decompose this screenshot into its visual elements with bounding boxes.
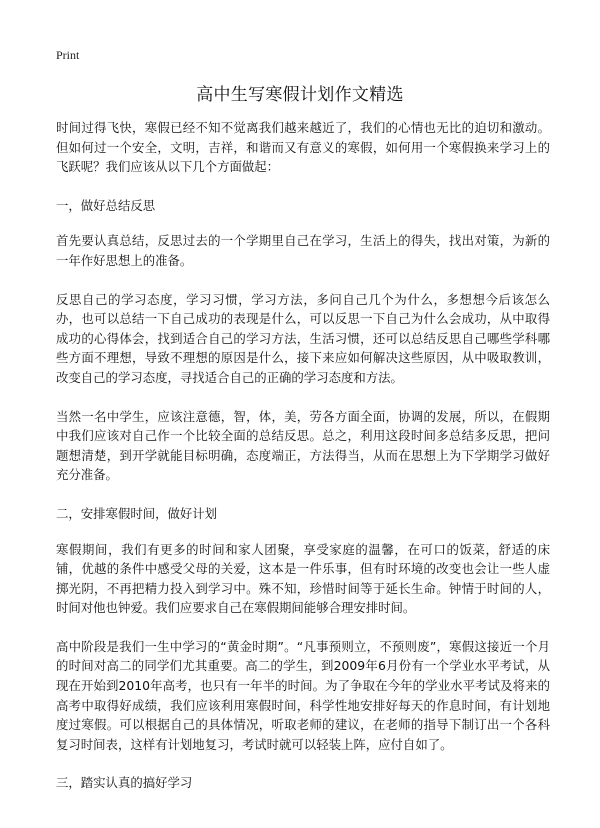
section-heading-2: 二，安排寒假时间，做好计划 (56, 505, 218, 521)
section-heading-3: 三，踏实认真的搞好学习 (56, 775, 193, 791)
paragraph: 反思自己的学习态度，学习习惯，学习方法，多问自己几个为什么，多想想今后该怎么办，也可以总结一下自己成功的表现是什么，可以反思一下自己为什么会成功，从中取得成功的心得体会，找到适合自己的学习方法，生活习惯，还可以总结反思自己哪些学科哪些方面不理想，导致不理想的原因是什么，接下来应如何解决这些原因，从中吸取教训，改变自己的学习态度，寻找适合自己的正确的学习态度和方法。 (56, 291, 550, 385)
paragraph: 首先要认真总结，反思过去的一个学期里自己在学习，生活上的得失，找出对策，为新的一年作好思想上的准备。 (56, 233, 550, 268)
page-title: 高中生写寒假计划作文精选 (196, 85, 404, 105)
paragraph: 寒假期间，我们有更多的时间和家人团聚，享受家庭的温馨，在可口的饭菜，舒适的床铺，优越的条件中感受父母的关爱，这本是一件乐事，但有时环境的改变也会让一些人虚掷光阴，不再把精力投入到学习中。殊不知，珍惜时间等于延长生命。钟情于时间的人，时间对他也钟爱。我们应要求自己在寒假期间能够合理安排时间。 (56, 541, 550, 616)
print-link[interactable]: Print (56, 48, 80, 62)
section-heading-1: 一，做好总结反思 (56, 197, 156, 213)
paragraph: 当然一名中学生，应该注意德，智，体，美，劳各方面全面，协调的发展，所以，在假期中我们应该对自己作一个比较全面的总结反思。总之，利用这段时间多总结多反思，把问题想清楚，到开学就能目标明确，态度端正，方法得当，从而在思想上为下学期学习做好充分准备。 (56, 408, 550, 483)
intro-paragraph: 时间过得飞快，寒假已经不知不觉离我们越来越近了，我们的心情也无比的迫切和激动。但如何过一个安全，文明，吉祥，和谐而又有意义的寒假，如何用一个寒假换来学习上的飞跃呢？我们应该从以下几个方面做起： (56, 120, 550, 175)
paragraph: 高中阶段是我们一生中学习的“黄金时期”。“凡事预则立，不预则废”，寒假这接近一个月的时间对高二的同学们尤其重要。高二的学生，到2009年6月份有一个学业水平考试，从现在开始到2010年高考，也只有一年半的时间。为了争取在今年的学业水平考试及将来的高考中取得好成绩，我们应该利用寒假时间，科学性地安排好每天的作息时间，有计划地度过寒假。可以根据自己的具体情况，听取老师的建议，在老师的指导下制订出一个各科复习时间表，这样有计划地复习，考试时就可以轻装上阵，应付自如了。 (56, 638, 550, 752)
article-body (56, 118, 550, 809)
